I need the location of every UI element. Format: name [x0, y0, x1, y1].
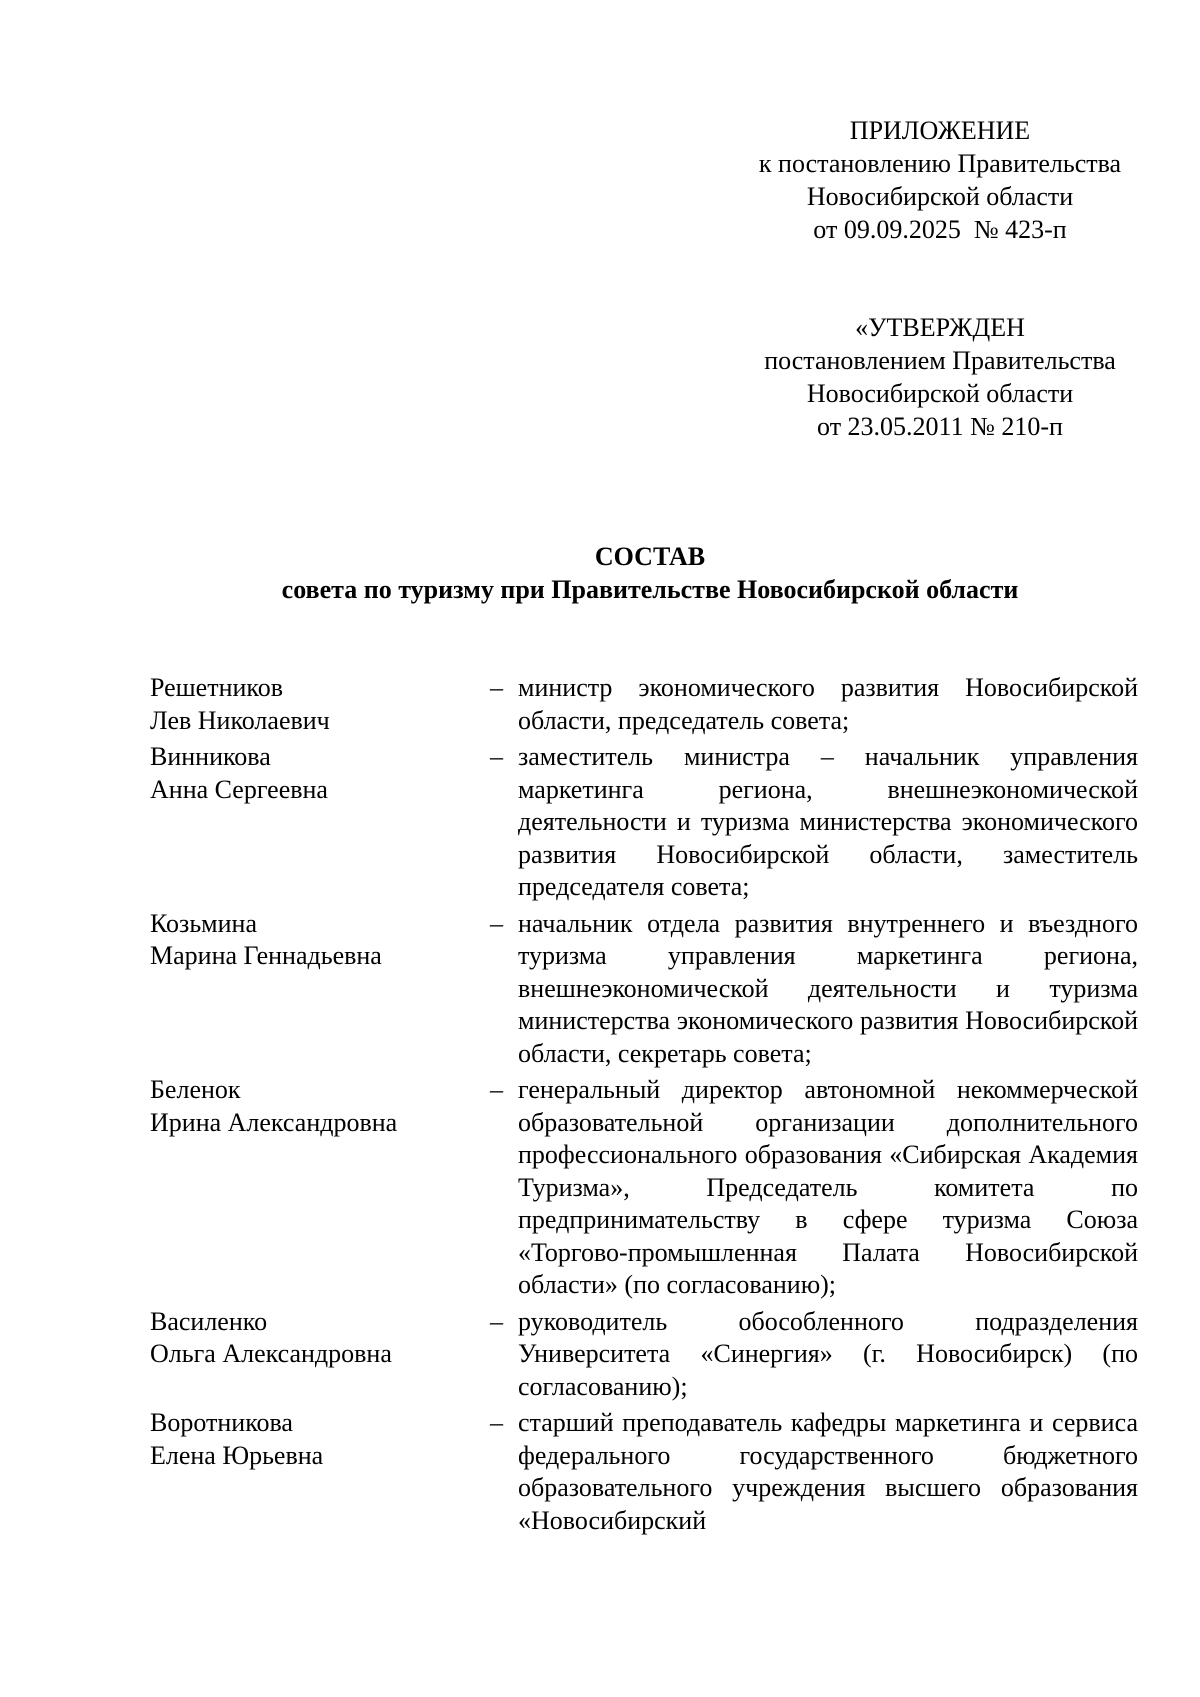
member-row: [150, 672, 1140, 737]
appendix-title: ПРИЛОЖЕНИЕ: [849, 116, 1031, 145]
heading-title: СОСТАВ: [594, 542, 706, 571]
member-role: генеральный директор автономной некоммерческой образовательной организации дополнительного профессионального образования «Сибирская Академия Туризма», Председатель комитета по предпринимательству в сфере туризма Союза «Торгово-промышленная Палата Новосибирской области» (по согласованию);: [518, 1075, 1138, 1299]
appendix-block: [740, 114, 1140, 246]
approved-date-number: от 23.05.2011 № 210-п: [817, 412, 1063, 441]
appendix-line: Новосибирской области: [806, 182, 1074, 211]
member-role: заместитель министра – начальник управления маркетинга региона, внешнеэкономической деятельности и туризма министерства экономического развития Новосибирской области, заместитель председателя совета;: [518, 742, 1138, 901]
member-given-name: Анна Сергеевна: [150, 774, 328, 804]
member-name: [150, 672, 490, 737]
member-role: министр экономического развития Новосибирской области, председатель совета;: [518, 673, 1138, 735]
member-row: [150, 1074, 1140, 1302]
member-given-name: Ольга Александровна: [150, 1339, 392, 1368]
dash: –: [490, 908, 503, 938]
dash: –: [490, 1408, 503, 1437]
member-name: [150, 1074, 490, 1302]
dash: –: [490, 742, 503, 771]
approved-line: постановлением Правительства: [764, 346, 1116, 375]
approved-line: Новосибирской области: [806, 379, 1074, 408]
member-surname: Решетников: [150, 673, 283, 702]
member-given-name: Ирина Александровна: [150, 1107, 398, 1137]
dash: –: [490, 673, 503, 702]
member-name: [150, 908, 490, 1071]
member-given-name: Елена Юрьевна: [150, 1440, 324, 1470]
member-name: [150, 1407, 490, 1537]
approved-block: [740, 311, 1140, 443]
member-role: руководитель обособленного подразделения Университета «Синергия» (г. Новосибирск) (по согласованию);: [518, 1306, 1138, 1401]
member-surname: Винникова: [150, 742, 271, 771]
appendix-date-number: от 09.09.2025 № 423-п: [813, 215, 1067, 244]
member-name: [150, 741, 490, 904]
member-surname: Василенко: [150, 1306, 268, 1336]
appendix-line: к постановлению Правительства: [758, 149, 1122, 178]
member-surname: Беленок: [150, 1075, 241, 1104]
member-role: начальник отдела развития внутреннего и въездного туризма управления маркетинга региона, внешнеэкономической деятельности и туризма министерства экономического развития Новосибирской области, секретарь совета;: [518, 908, 1138, 1068]
member-given-name: Марина Геннадьевна: [150, 941, 382, 970]
heading-subtitle: совета по туризму при Правительстве Новосибирской области: [281, 575, 1019, 604]
member-surname: Воротникова: [150, 1408, 293, 1437]
dash: –: [490, 1306, 503, 1336]
member-role: старший преподаватель кафедры маркетинга и сервиса федерального государственного бюджетного образовательного учреждения высшего образования «Новосибирский: [518, 1408, 1138, 1535]
approved-title: «УТВЕРЖДЕН: [855, 313, 1025, 342]
members-list: [150, 672, 1140, 1541]
member-surname: Козьмина: [150, 908, 257, 938]
member-given-name: Лев Николаевич: [150, 705, 330, 735]
document-heading: [0, 540, 1200, 606]
dash: –: [490, 1075, 503, 1104]
member-row: [150, 741, 1140, 904]
member-row: [150, 1407, 1140, 1537]
member-name: [150, 1306, 490, 1404]
member-row: [150, 1306, 1140, 1404]
member-row: [150, 908, 1140, 1071]
